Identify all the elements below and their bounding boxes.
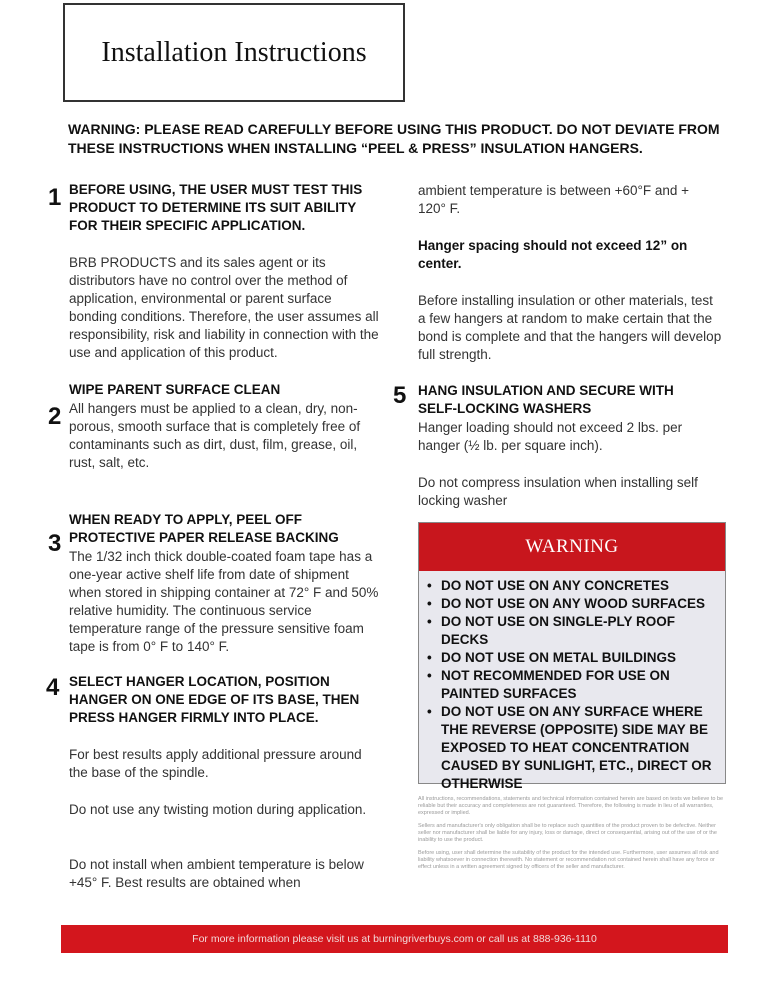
- step-number-3: 3: [48, 530, 62, 557]
- warning-item-text: DO NOT USE ON ANY SURFACE WHERE THE REVERSE (OPPOSITE) SIDE MAY BE EXPOSED TO HEAT CONCENTRATION CAUSED BY SUNLIGHT, ETC., DIRECT OR OTHERWISE: [441, 704, 712, 791]
- step-4-tip-temperature: Do not install when ambient temperature is below +45° F. Best results are obtained when: [69, 857, 364, 890]
- fine-print-paragraph: All instructions, recommendations, statements and technical information contained herein are based on tests we believe to be reliable but their accuracy and completeness are not guaranteed. Therefore, the following is made in lieu of all warranties, expressed or implied.: [418, 796, 724, 816]
- page-title: Installation Instructions: [101, 36, 367, 68]
- warning-box-header: [419, 523, 725, 571]
- step-number-5: 5: [393, 382, 407, 409]
- fine-print-paragraph: Before using, user shall determine the suitability of the product for the intended use. Furthermore, user assumes all risk and liability whatsoever in connection therewith. No statement or recommendation not contained herein shall have any force or effect unless in a written agreement signed by officers of the seller and manufacturer.: [418, 850, 719, 870]
- warning-item-text: DO NOT USE ON METAL BUILDINGS: [441, 650, 677, 665]
- warning-item: [427, 649, 725, 667]
- step-heading-5: HANG INSULATION AND SECURE WITH SELF-LOCKING WASHERS: [418, 383, 674, 416]
- warning-item: [427, 667, 725, 703]
- warning-item: [427, 703, 725, 793]
- warning-intro: WARNING: PLEASE READ CAREFULLY BEFORE USING THIS PRODUCT. DO NOT DEVIATE FROM THESE INSTRUCTIONS WHEN INSTALLING “PEEL & PRESS” INSULATION HANGERS.: [68, 121, 720, 156]
- hanger-test-note: Before installing insulation or other materials, test a few hangers at random to make certain that the bond is complete and that the hangers will develop full strength.: [418, 293, 722, 362]
- step-text-5: Hanger loading should not exceed 2 lbs. per hanger (½ lb. per square inch).: [418, 420, 683, 453]
- step-4-tip-pressure: For best results apply additional pressure around the base of the spindle.: [69, 747, 362, 780]
- step-text-2: All hangers must be applied to a clean, dry, non-porous, smooth surface that is completely free of contaminants such as dirt, dust, film, grease, oil, rust, salt, etc.: [69, 401, 361, 470]
- hanger-spacing-note: Hanger spacing should not exceed 12” on center.: [418, 238, 688, 271]
- temperature-continued: ambient temperature is between +60°F and + 120° F.: [418, 183, 690, 216]
- step-heading-1: BEFORE USING, THE USER MUST TEST THIS PRODUCT TO DETERMINE ITS SUIT ABILITY FOR THEIR SPECIFIC APPLICATION.: [69, 182, 363, 233]
- warning-item: [427, 577, 725, 595]
- title-box: [63, 3, 405, 102]
- step-number-2: 2: [48, 403, 62, 430]
- warning-list: [419, 577, 725, 793]
- bullet: •: [427, 668, 432, 683]
- warning-box: [418, 522, 726, 791]
- bullet: •: [427, 650, 432, 665]
- bullet: •: [427, 614, 432, 629]
- warning-item-text: DO NOT USE ON SINGLE-PLY ROOF DECKS: [441, 614, 676, 647]
- step-heading-4: SELECT HANGER LOCATION, POSITION HANGER ON ONE EDGE OF ITS BASE, THEN PRESS HANGER FIRMLY INTO PLACE.: [69, 674, 360, 725]
- bullet: •: [427, 596, 432, 611]
- fine-print-paragraph: Sellers and manufacturer's only obligation shall be to replace such quantities of the product proven to be defective. Neither seller nor manufacturer shall be liable for any injury, loss or damage, direct or consequential, arising out of the use of or the inability to use the product.: [418, 823, 717, 843]
- warning-item-text: NOT RECOMMENDED FOR USE ON PAINTED SURFACES: [441, 668, 670, 701]
- step-text-3: The 1/32 inch thick double-coated foam tape has a one-year active shelf life from date of shipment when stored in shipping container at 72° F and 50% relative humidity. The continuous service temperature range of the pressure sensitive foam tape is from 0° F to 140° F.: [69, 549, 379, 654]
- step-number-4: 4: [46, 674, 60, 701]
- step-heading-2: WIPE PARENT SURFACE CLEAN: [69, 382, 281, 397]
- bullet: •: [427, 578, 432, 593]
- warning-item-text: DO NOT USE ON ANY WOOD SURFACES: [441, 596, 706, 611]
- warning-item-text: DO NOT USE ON ANY CONCRETES: [441, 578, 670, 593]
- warning-item: [427, 613, 725, 649]
- step-number-1: 1: [48, 184, 62, 211]
- step-5-compress-note: Do not compress insulation when installing self locking washer: [418, 475, 698, 508]
- step-text-1: BRB PRODUCTS and its sales agent or its distributors have no control over the method of application, environmental or parent surface bonding conditions. Therefore, the user assumes all responsibility, risk and liability in connection with the use and application of this product.: [69, 255, 379, 360]
- step-heading-3: WHEN READY TO APPLY, PEEL OFF PROTECTIVE PAPER RELEASE BACKING: [69, 512, 339, 545]
- warning-item: [427, 595, 725, 613]
- footer-contact-text: For more information please visit us at burningriverbuys.com or call us at 888-936-1110: [192, 933, 597, 945]
- bullet: •: [427, 704, 432, 719]
- fine-print: [418, 796, 726, 877]
- footer-bar: [61, 925, 728, 953]
- step-4-tip-twisting: Do not use any twisting motion during application.: [69, 802, 367, 817]
- warning-box-title: WARNING: [525, 536, 619, 557]
